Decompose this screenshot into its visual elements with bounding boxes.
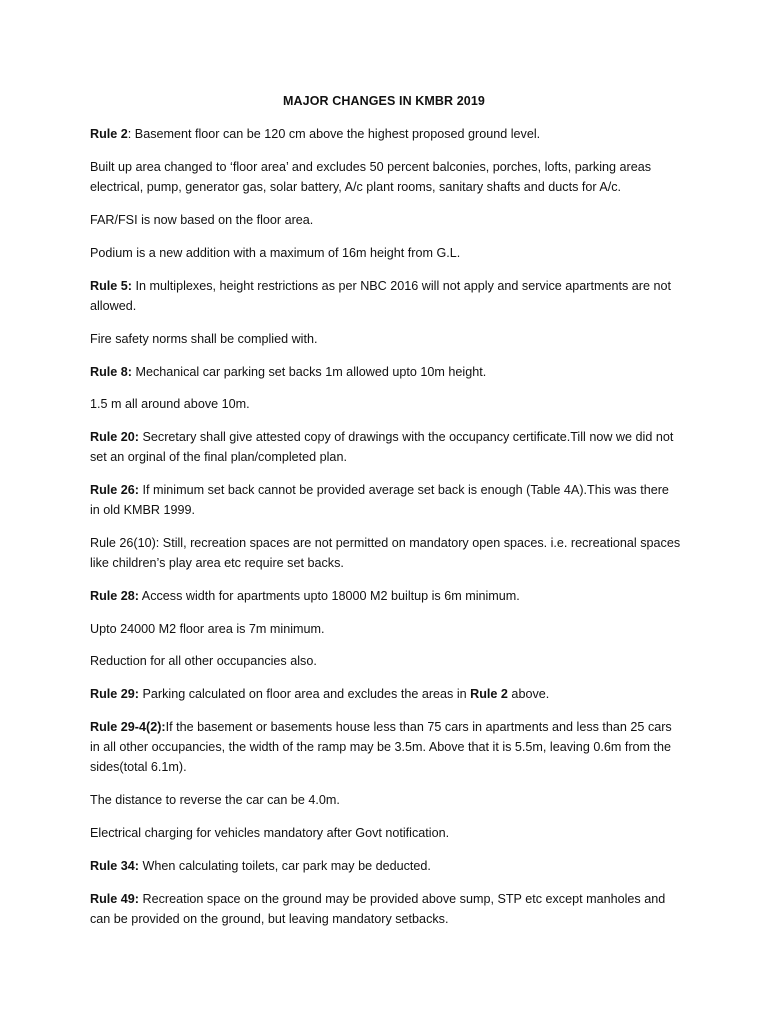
rule-label: Rule 20: xyxy=(90,430,139,444)
paragraph-text: Recreation space on the ground may be provided above sump, STP etc except manholes and can be provided on the ground, but leaving mandatory setbacks. xyxy=(90,892,666,926)
paragraph-text: Electrical charging for vehicles mandatory after Govt notification. xyxy=(90,826,450,840)
paragraph-rule-20 xyxy=(90,427,682,467)
document-title: MAJOR CHANGES IN KMBR 2019 xyxy=(283,94,485,108)
rule-label: Rule 2 xyxy=(90,127,128,141)
paragraph-rule-5 xyxy=(90,276,682,316)
paragraph-rule-29 xyxy=(90,684,682,704)
paragraph-built-up-area xyxy=(90,157,682,197)
paragraph-far-fsi xyxy=(90,210,682,230)
paragraph-rule-8 xyxy=(90,362,682,382)
paragraph-fire-safety xyxy=(90,329,682,349)
paragraph-text-tail: above. xyxy=(507,687,550,701)
paragraph-setback-above-10m xyxy=(90,394,682,414)
rule-label: Rule 28: xyxy=(90,589,139,603)
rule-label: Rule 34: xyxy=(90,859,139,873)
paragraph-text: If minimum set back cannot be provided average set back is enough (Table 4A).This was there in old KMBR 1999. xyxy=(90,483,669,517)
paragraph-text: Fire safety norms shall be complied with. xyxy=(90,332,318,346)
paragraph-text: If the basement or basements house less than 75 cars in apartments and less than 25 cars in all other occupancies, the width of the ramp may be 3.5m. Above that it is 5.5m, leaving 0.6m from the sides(total 6.1m). xyxy=(90,720,672,774)
rule-label: Rule 29: xyxy=(90,687,139,701)
paragraph-text: Rule 26(10): Still, recreation spaces are not permitted on mandatory open spaces. i.e. recreational spaces like children’s play area etc require set backs. xyxy=(90,536,681,570)
paragraph-text: Built up area changed to ‘floor area’ and excludes 50 percent balconies, porches, lofts, parking areas electrical, pump, generator gas, solar battery, A/c plant rooms, sanitary shafts and ducts for A/c. xyxy=(90,160,651,194)
paragraph-reduction xyxy=(90,651,682,671)
rule-label: Rule 29-4(2): xyxy=(90,720,166,734)
paragraph-text: Access width for apartments upto 18000 M2 builtup is 6m minimum. xyxy=(139,589,520,603)
paragraph-text: In multiplexes, height restrictions as per NBC 2016 will not apply and service apartments are not allowed. xyxy=(90,279,671,313)
paragraph-text: Podium is a new addition with a maximum of 16m height from G.L. xyxy=(90,246,461,260)
paragraph-rule-49 xyxy=(90,889,682,929)
paragraph-reverse-distance xyxy=(90,790,682,810)
paragraph-text: The distance to reverse the car can be 4.0m. xyxy=(90,793,340,807)
paragraph-rule-26 xyxy=(90,480,682,520)
paragraph-rule-26-10 xyxy=(90,533,682,573)
paragraph-floor-area-7m xyxy=(90,619,682,639)
paragraph-text: Mechanical car parking set backs 1m allowed upto 10m height. xyxy=(132,365,487,379)
paragraph-rule-28 xyxy=(90,586,682,606)
paragraph-text: Parking calculated on floor area and excludes the areas in xyxy=(139,687,471,701)
paragraph-electrical-charging xyxy=(90,823,682,843)
paragraph-text: Reduction for all other occupancies also. xyxy=(90,654,317,668)
rule-reference: Rule 2 xyxy=(470,687,508,701)
rule-label: Rule 49: xyxy=(90,892,139,906)
paragraph-rule-34 xyxy=(90,856,682,876)
paragraph-rule-2 xyxy=(90,124,682,144)
paragraph-text: When calculating toilets, car park may be deducted. xyxy=(139,859,431,873)
paragraph-text: FAR/FSI is now based on the floor area. xyxy=(90,213,314,227)
paragraph-text: 1.5 m all around above 10m. xyxy=(90,397,250,411)
paragraph-podium xyxy=(90,243,682,263)
rule-label: Rule 26: xyxy=(90,483,139,497)
paragraph-text: Upto 24000 M2 floor area is 7m minimum. xyxy=(90,622,325,636)
paragraph-rule-29-4-2 xyxy=(90,717,682,777)
rule-label: Rule 5: xyxy=(90,279,132,293)
paragraph-text: Secretary shall give attested copy of drawings with the occupancy certificate.Till now we did not set an orginal of the final plan/completed plan. xyxy=(90,430,674,464)
paragraph-text: : Basement floor can be 120 cm above the highest proposed ground level. xyxy=(127,127,541,141)
rule-label: Rule 8: xyxy=(90,365,132,379)
